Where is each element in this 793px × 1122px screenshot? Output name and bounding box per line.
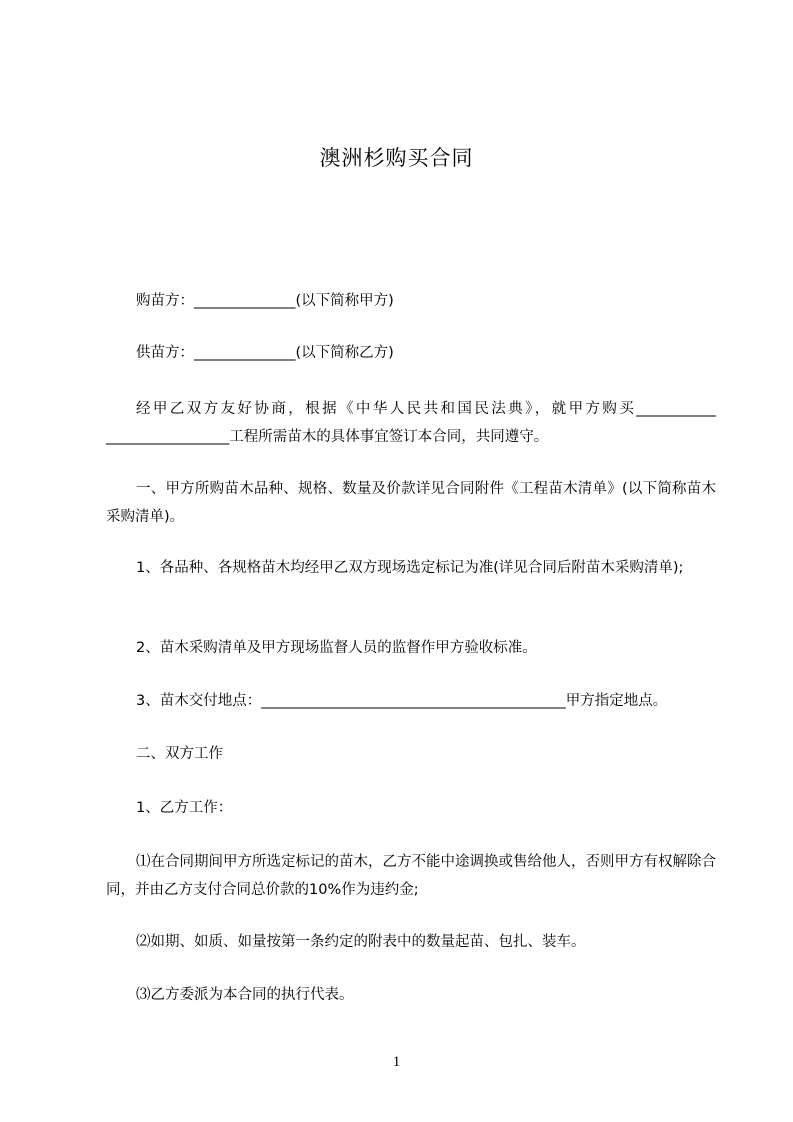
section-2-sub-3: ⑶乙方委派为本合同的执行代表。 <box>136 987 354 1003</box>
preamble-paragraph: 经甲乙双方友好协商，根据《中华人民共和国民法典》，就甲方购买___________ _________________工程所需苗木的具体事宜签订本合同，共同遵守。 <box>106 401 716 445</box>
section-2-sub-1: ⑴在合同期间甲方所选定标记的苗木，乙方不能中途调换或售给他人，否则甲方有权解除合同，并由乙方支付合同总价款的10%作为违约金; <box>106 854 716 898</box>
clause-1-paragraph: 一、甲方所购苗木品种、规格、数量及价款详见合同附件《工程苗木清单》(以下简称苗木采购清单)。 <box>106 481 716 525</box>
section-2-item-1: 1、乙方工作： <box>136 800 233 816</box>
supplier-line: 供苗方：______________(以下简称乙方) <box>136 345 394 361</box>
page-number: 1 <box>392 1054 401 1070</box>
document-title: 澳洲杉购买合同 <box>319 146 474 170</box>
clause-1-item-1: 1、各品种、各规格苗木均经甲乙双方现场选定标记为准(详见合同后附苗木采购清单); <box>136 560 684 576</box>
section-2-heading: 二、双方工作 <box>136 746 223 762</box>
buyer-line: 购苗方：______________(以下简称甲方) <box>136 293 394 309</box>
clause-1-item-3: 3、苗木交付地点：__________________________________________甲方指定地点。 <box>136 693 668 709</box>
section-2-sub-2: ⑵如期、如质、如量按第一条约定的附表中的数量起苗、包扎、装车。 <box>136 934 586 950</box>
clause-1-item-2: 2、苗木采购清单及甲方现场监督人员的监督作甲方验收标准。 <box>136 640 537 656</box>
